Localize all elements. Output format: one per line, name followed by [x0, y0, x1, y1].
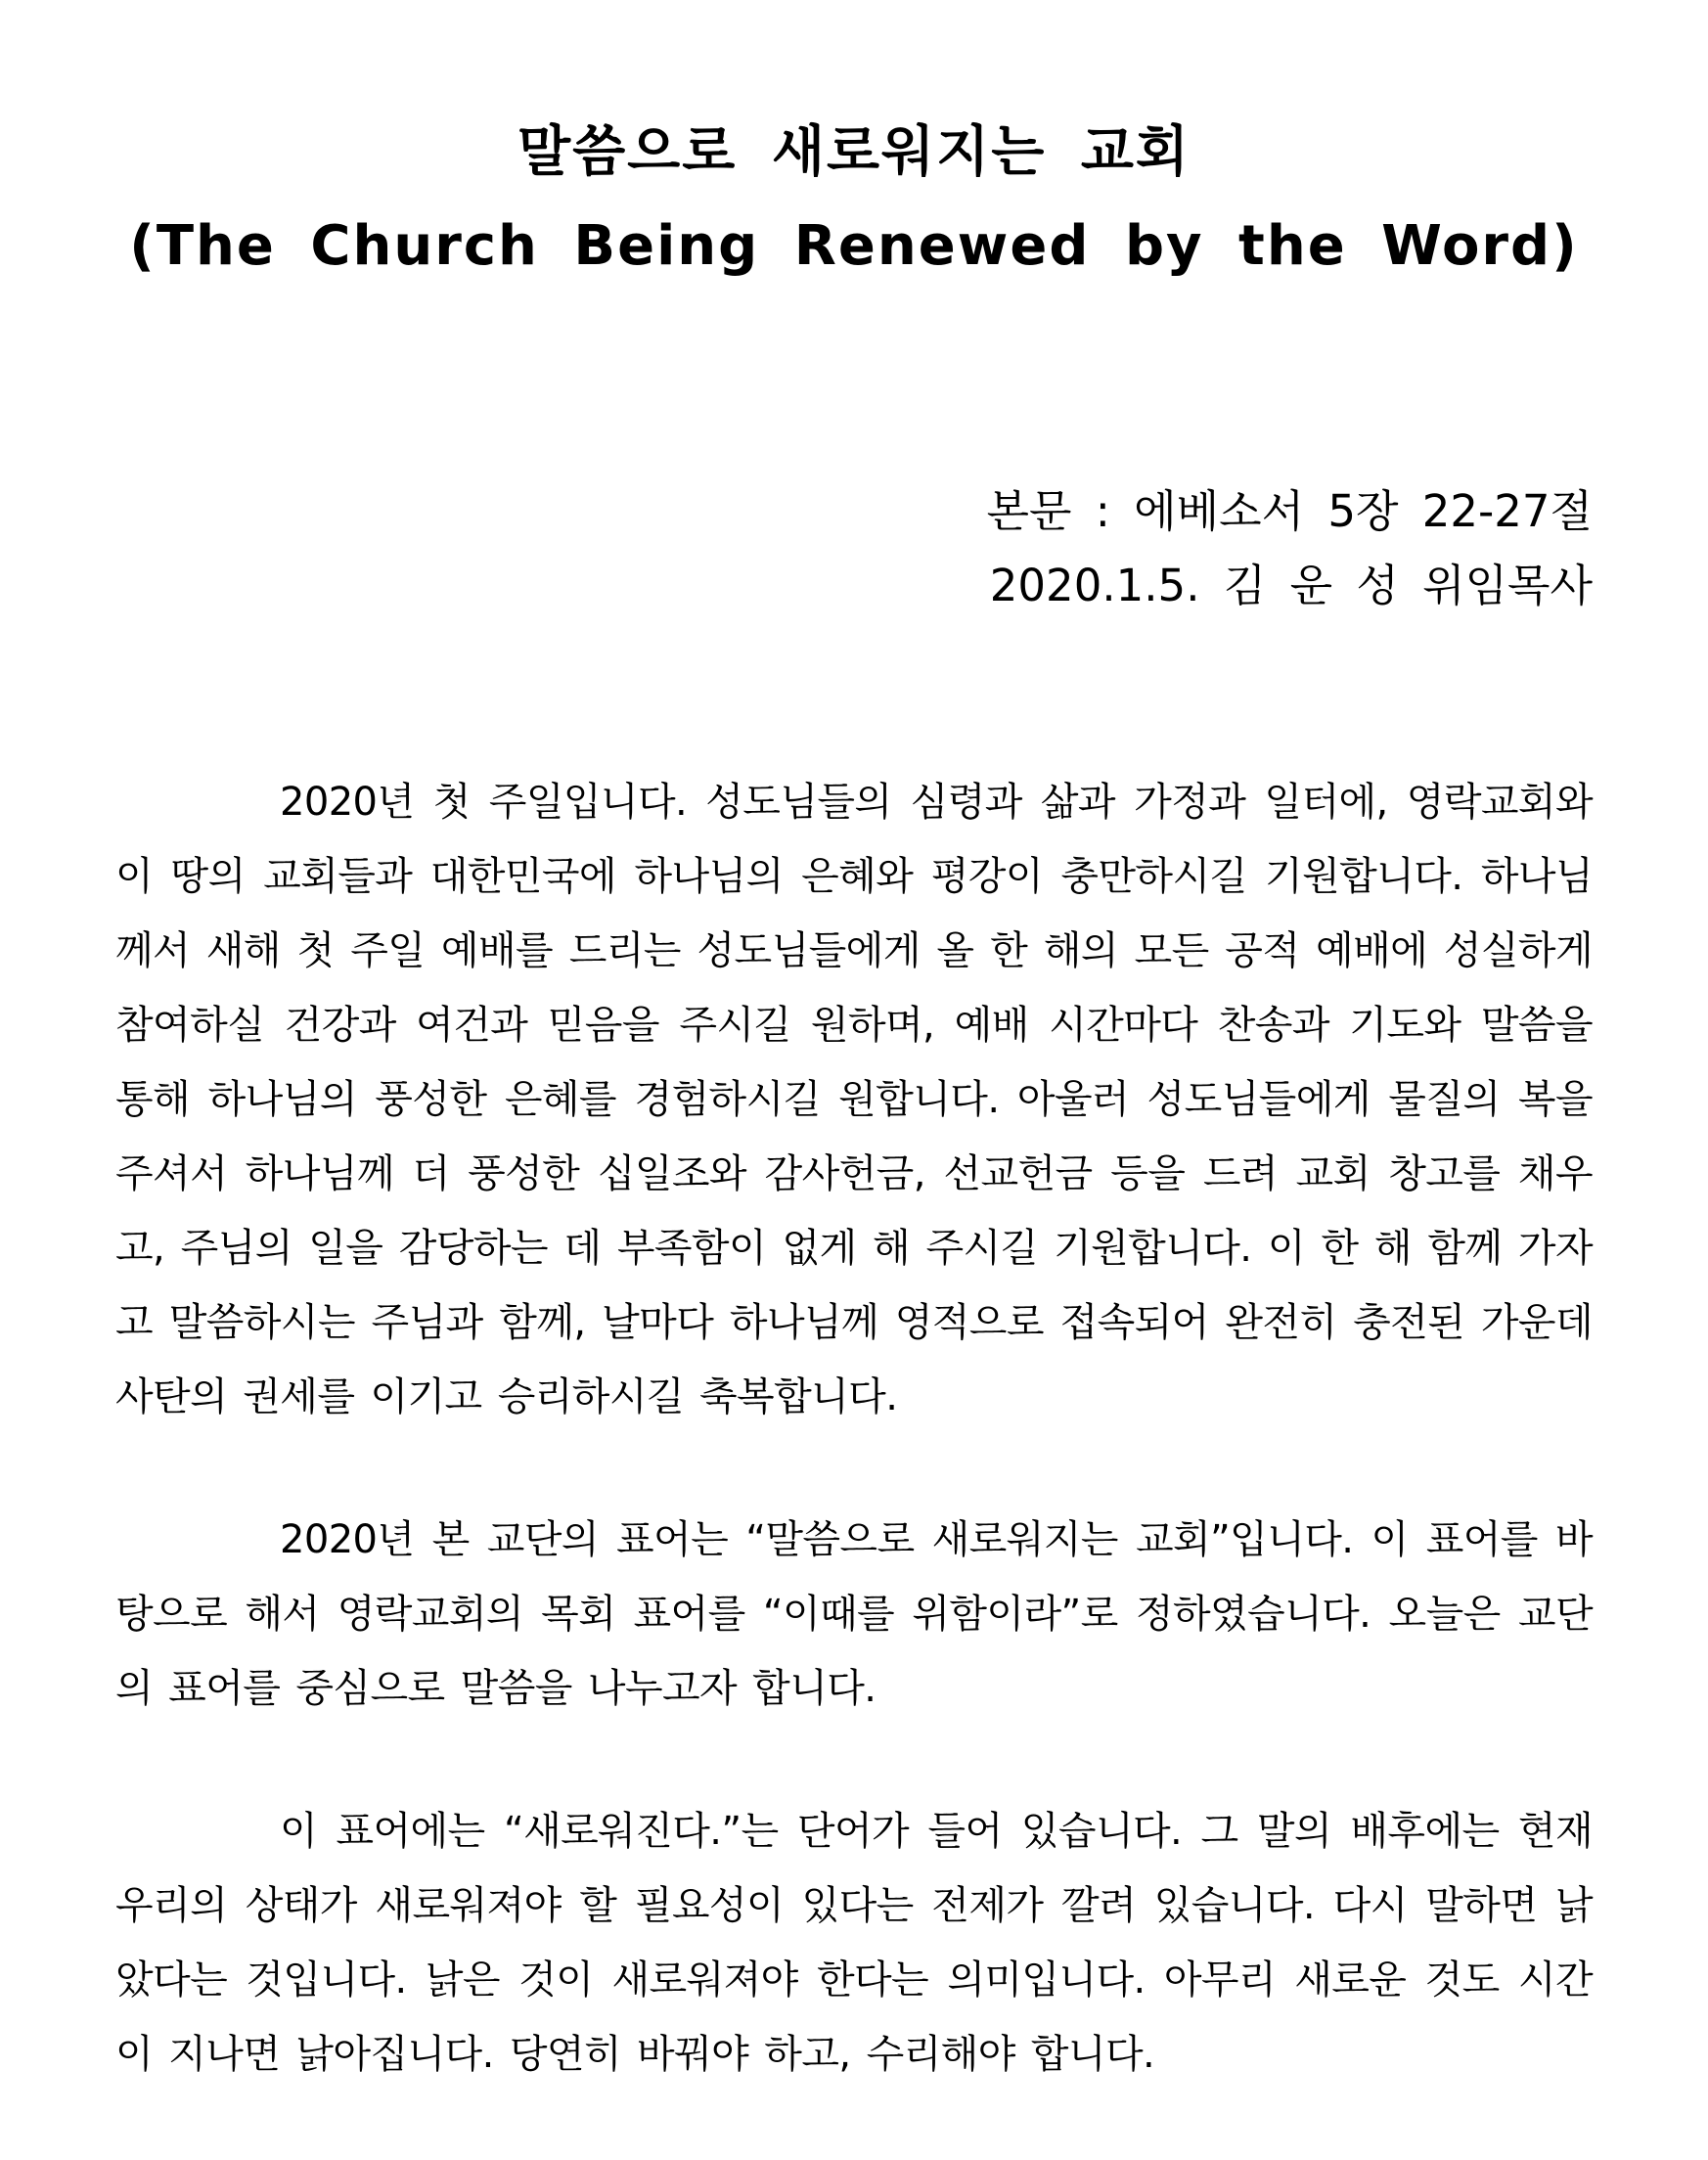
scripture-reference: 본문 : 에베소서 5장 22-27절	[986, 485, 1593, 537]
sermon-body	[115, 765, 1593, 2160]
title-block	[115, 106, 1593, 293]
sermon-meta	[986, 474, 1593, 623]
sermon-title-english: (The Church Being Renewed by the Word)	[129, 214, 1579, 278]
sermon-title-korean: 말씀으로 새로워지는 교회	[517, 120, 1191, 184]
date-and-author: 2020.1.5. 김 운 성 위임목사	[989, 560, 1593, 611]
body-paragraph-3: 이 표어에는 “새로워진다.”는 단어가 들어 있습니다. 그 말의 배후에는 현재 우리의 상태가 새로워져야 할 필요성이 있다는 전제가 깔려 있습니다. 다시 말하면 낡았다는 것입니다. 낡은 것이 새로워져야 한다는 의미입니다. 아무리 새로운 것도 시간이 지나면 낡아집니다. 당연히 바꿔야 하고, 수리해야 합니다.	[115, 1809, 1593, 2077]
body-paragraph-2: 2020년 본 교단의 표어는 “말씀으로 새로워지는 교회”입니다. 이 표어를 바탕으로 해서 영락교회의 목회 표어를 “이때를 위함이라”로 정하였습니다. 오늘은 교단의 표어를 중심으로 말씀을 나누고자 합니다.	[115, 1517, 1593, 1711]
body-paragraph-1: 2020년 첫 주일입니다. 성도님들의 심령과 삶과 가정과 일터에, 영락교회와 이 땅의 교회들과 대한민국에 하나님의 은혜와 평강이 충만하시길 기원합니다. 하나님께서 새해 첫 주일 예배를 드리는 성도님들에게 올 한 해의 모든 공적 예배에 성실하게 참여하실 건강과 여건과 믿음을 주시길 원하며, 예배 시간마다 찬송과 기도와 말씀을 통해 하나님의 풍성한 은혜를 경험하시길 원합니다. 아울러 성도님들에게 물질의 복을 주셔서 하나님께 더 풍성한 십일조와 감사헌금, 선교헌금 등을 드려 교회 창고를 채우고, 주님의 일을 감당하는 데 부족함이 없게 해 주시길 기원합니다. 이 한 해 함께 가자고 말씀하시는 주님과 함께, 날마다 하나님께 영적으로 접속되어 완전히 충전된 가운데 사탄의 권세를 이기고 승리하시길 축복합니다.	[115, 780, 1593, 1419]
